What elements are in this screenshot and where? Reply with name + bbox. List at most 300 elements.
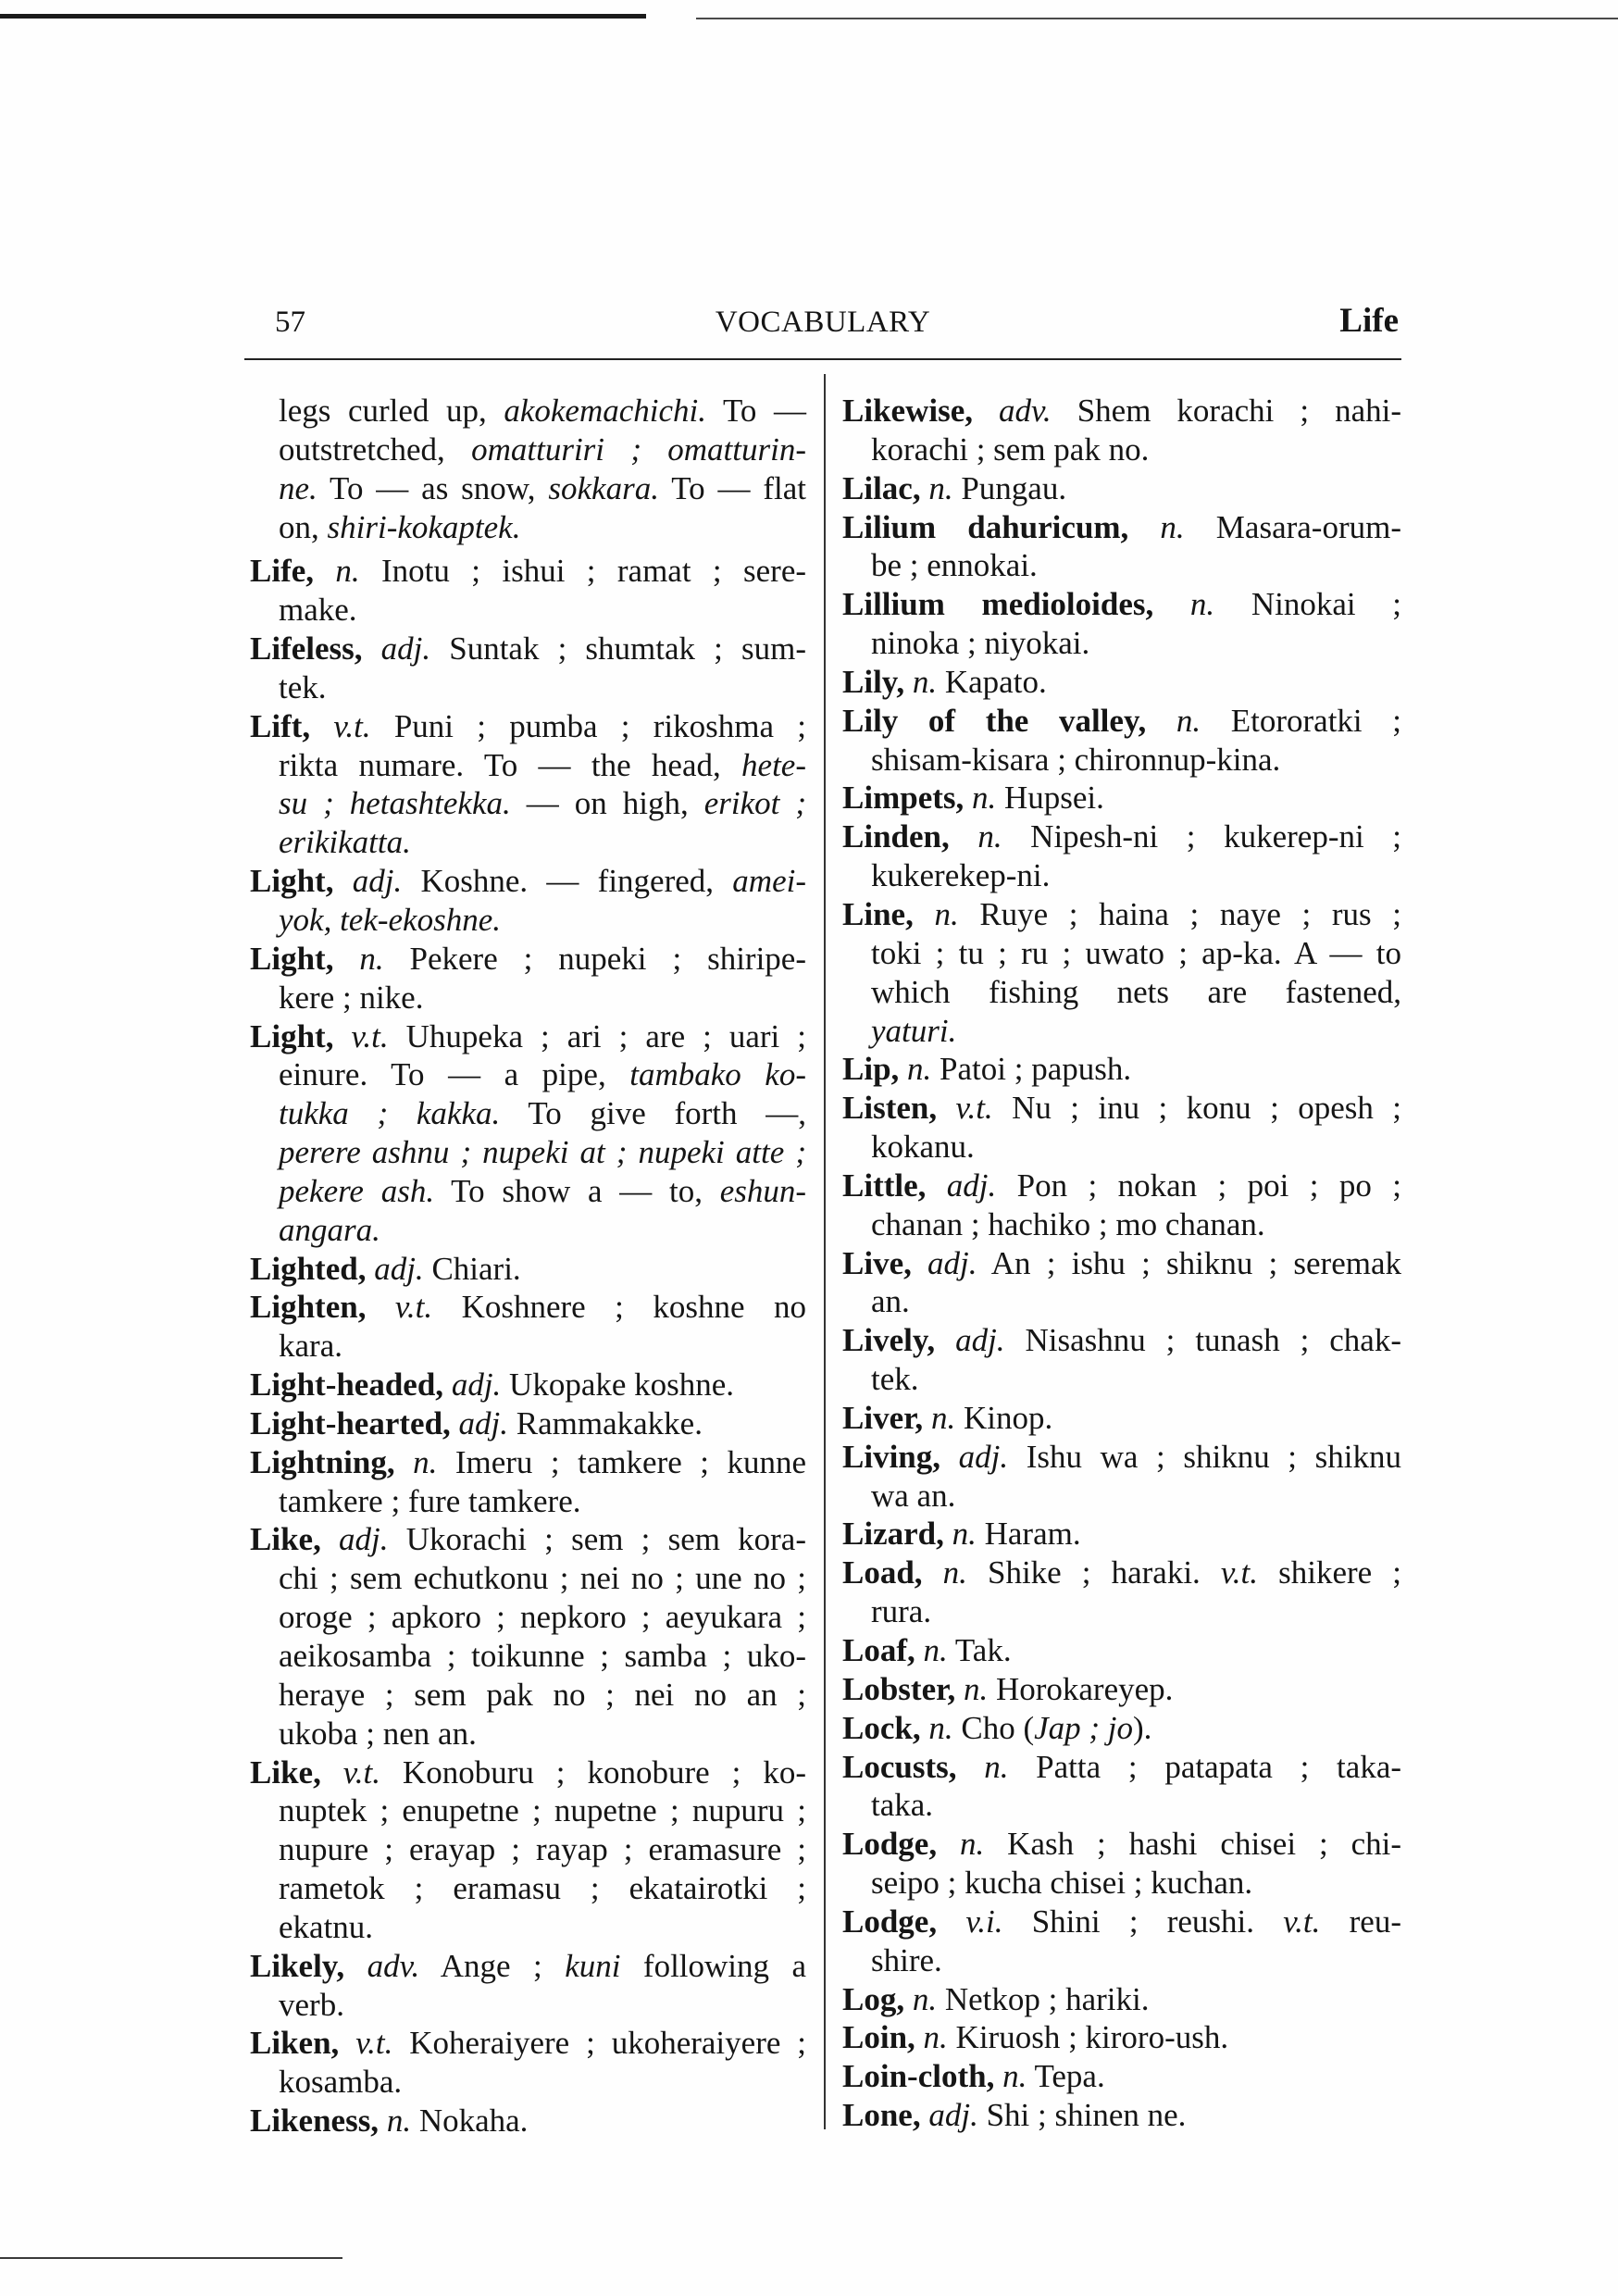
dictionary-entry [842,663,1401,702]
part-of-speech: n. [1128,508,1185,545]
dictionary-entry [842,1554,1401,1631]
line-text [250,1251,521,1287]
entry-line [279,1830,806,1869]
dictionary-entry [250,1288,806,1366]
running-title: VOCABULARY [715,306,931,339]
part-of-speech: n. [899,1051,932,1088]
entry-line [279,1791,806,1830]
definition-text: Hupsei. [996,780,1104,817]
entry-line [842,779,1401,817]
definition-text: Pungau. [952,469,1067,506]
definition-text: korachi ; sem pak no. [871,430,1150,468]
line-text [871,1283,910,1319]
headword: Living, [842,1438,941,1475]
dictionary-entry [250,2024,806,2102]
dictionary-entry [250,1017,806,1250]
entry-line [279,392,806,430]
entry-line [279,1986,806,2025]
part-of-speech: n. [920,469,953,506]
dictionary-entry [842,1670,1401,1709]
line-text [250,863,806,899]
dictionary-entry [250,630,806,707]
line-text [279,747,806,783]
entry-line [279,1172,806,1211]
entry-line [842,1748,1401,1787]
headword: Light-hearted, [250,1404,451,1441]
dictionary-entry [842,1748,1401,1826]
definition-text: Suntak ; shumtak ; sum- [430,630,806,668]
part-of-speech: v.t. [366,1289,433,1326]
entry-line [279,668,806,707]
line-text [871,1361,919,1397]
definition-text: Konoburu ; konobure ; ko- [380,1753,806,1791]
dictionary-entry [250,1753,806,1947]
definition-text: taka. [871,1787,934,1824]
part-of-speech: v.t. [320,1753,380,1791]
part-of-speech: n. [1146,702,1201,739]
line-text [842,470,1066,506]
entry-line [842,508,1401,547]
headword: Live, [842,1244,912,1281]
italic-term: Jap ; jo [1034,1709,1134,1746]
line-text [871,974,1401,1010]
definition-text: Kapato. [937,663,1047,700]
line-text [842,1322,1401,1358]
part-of-speech: n. [904,1980,938,2017]
entry-line [279,2063,806,2102]
entry-line [279,508,806,547]
headword: Lightning, [250,1443,395,1480]
line-text [842,1749,1401,1785]
entry-line [842,1050,1401,1089]
definition-text: Rammakakke. [508,1404,703,1441]
entry-line [279,1327,806,1366]
line-text [871,1865,1252,1901]
part-of-speech: adj. [362,630,431,668]
entry-line [871,1205,1401,1244]
entry-line [871,1282,1401,1321]
definition-text: Nu ; inu ; konu ; opesh ; [992,1090,1401,1127]
definition-text: rikta numare. To — the head, [279,746,742,783]
line-text [250,941,806,977]
headword: Limpets, [842,780,965,817]
entry-line [250,707,806,746]
dictionary-entry [842,817,1401,895]
definition-text: Koshne. — fingered, [402,863,733,900]
headword: Likeness, [250,2103,380,2140]
headword: Lift, [250,707,311,744]
definition-text: shisam-kisara ; chironnup-kina. [871,741,1281,778]
line-text [279,393,806,429]
entry-line [250,940,806,979]
definition-text: kere ; nike. [279,979,424,1016]
italic-term: ne. [279,469,317,506]
right-column [842,392,1401,2135]
line-text [279,1716,477,1752]
dictionary-entry [842,779,1401,817]
entry-line [842,1554,1401,1592]
line-text [871,935,1401,971]
line-text [279,902,501,938]
definition-text: — on high, [510,785,704,822]
entry-line [842,392,1401,430]
line-text [279,1212,380,1248]
definition-text: seipo ; kucha chisei ; kuchan. [871,1865,1253,1902]
definition-text: Nokaha. [411,2103,529,2140]
definition-text: wa an. [871,1477,956,1514]
entry-line [250,862,806,901]
definition-text: einure. To — a pipe, [279,1056,630,1093]
entry-line [871,430,1401,469]
definition-text: Koheraiyere ; ukoheraiyere ; [392,2025,806,2062]
part-of-speech: n. [394,1443,438,1480]
entry-line [250,630,806,668]
definition-text: Ukopake koshne. [501,1366,735,1404]
entry-line [842,1631,1401,1670]
line-text [250,1948,806,1984]
part-of-speech: v.t. [333,1017,389,1054]
line-text [871,1478,955,1514]
entry-line [871,546,1401,585]
headword: Locusts, [842,1748,957,1785]
headword: Like, [250,1521,321,1558]
italic-term: hete- [741,746,806,783]
part-of-speech: n. [994,2058,1027,2095]
definition-text: shire. [871,1941,942,1978]
headword: Lighten, [250,1289,367,1326]
line-text [871,1206,1265,1242]
line-text [842,1516,1081,1552]
line-text [871,431,1149,468]
line-text [250,1521,806,1557]
definition-text: Ukorachi ; sem ; sem kora- [388,1521,806,1558]
line-text [250,1366,734,1403]
line-text [250,1289,806,1325]
definition-text: on, [279,508,328,545]
definition-text: an. [871,1283,910,1320]
part-of-speech: adj. [443,1366,502,1404]
headword: Liver, [842,1399,924,1436]
line-text [842,2019,1228,2055]
entry-line [842,469,1401,508]
entry-line [871,973,1401,1012]
italic-term: v.t. [1220,1554,1259,1591]
entry-line [842,663,1401,702]
italic-term: tambako ko- [629,1056,806,1093]
line-text [842,1554,1401,1591]
part-of-speech: n. [1153,586,1215,623]
line-text [279,1095,806,1131]
definition-text: ninoka ; niyokai. [871,625,1090,662]
part-of-speech: n. [955,1670,989,1707]
line-text [279,1560,806,1596]
entry-line [842,1709,1401,1748]
definition-text: reu- [1320,1903,1401,1940]
definition-text: Patoi ; papush. [931,1051,1132,1088]
definition-text: Shi ; shinen ne. [977,2097,1187,2134]
continued-entry [250,392,806,546]
entry-line [871,1128,1401,1167]
headword: Like, [250,1753,321,1791]
entry-line [250,1443,806,1482]
definition-text: Shem korachi ; nahi- [1051,393,1402,429]
headword: Loin, [842,2019,915,2056]
dictionary-entry [842,1631,1401,1670]
italic-term: angara. [279,1211,380,1248]
entry-line [842,1244,1401,1283]
headword: Load, [842,1554,923,1591]
headword: Lily, [842,663,905,700]
entry-line [250,552,806,591]
line-text [842,1439,1401,1475]
definition-text: shikere ; [1258,1554,1402,1591]
line-text [842,586,1401,622]
entry-line [279,1211,806,1250]
part-of-speech: adj. [320,1521,389,1558]
definition-text: rametok ; eramasu ; ekatairotki ; [279,1870,806,1907]
italic-term: shiri-kokaptek. [327,508,521,545]
line-text [279,1987,344,2023]
definition-text: kukerekep-ni. [871,857,1051,894]
definition-text: Kash ; hashi chisei ; chi- [984,1826,1402,1863]
line-text [842,2097,1186,2133]
line-text [842,896,1401,932]
line-text [279,1909,373,1945]
line-text [279,509,520,545]
line-text [250,1754,806,1791]
definition-text: To — flat [658,469,806,506]
definition-text: Pon ; nokan ; poi ; po ; [996,1167,1401,1204]
entry-line [279,1482,806,1521]
entry-line [842,2018,1401,2057]
line-text [279,1173,806,1209]
definition-text: nupure ; erayap ; rayap ; eramasure ; [279,1831,806,1868]
dictionary-entry [842,1438,1401,1516]
definition-text: Horokareyep. [988,1670,1174,1707]
line-text [871,1129,975,1165]
entry-line [842,895,1401,934]
definition-text: tek. [279,668,327,705]
part-of-speech: adj. [920,2097,978,2134]
entry-line [279,784,806,823]
dictionary-entry [250,1366,806,1404]
definition-text: Ruye ; haina ; naye ; rus ; [958,895,1402,932]
part-of-speech: adv. [344,1947,420,1984]
line-text [871,625,1089,661]
entry-line [842,1438,1401,1477]
dictionary-entry [842,702,1401,780]
line-text [250,1018,806,1054]
dictionary-entry [250,2102,806,2140]
italic-term: yok, tek-ekoshne. [279,901,501,938]
dictionary-entry [842,1980,1401,2019]
definition-text: To give forth —, [500,1095,806,1132]
entry-line [871,1477,1401,1516]
entry-line [842,1515,1401,1554]
part-of-speech: v.i. [937,1903,1003,1940]
definition-text: make. [279,592,357,629]
line-text [250,2103,528,2139]
dictionary-entry [250,552,806,630]
entry-line [279,469,806,508]
definition-text: Uhupeka ; ari ; are ; uari ; [388,1017,806,1054]
line-text [279,592,357,628]
scan-edge-line [0,14,646,19]
italic-term: tukka ; kakka. [279,1095,501,1132]
part-of-speech: v.t. [339,2025,393,2062]
definition-text: Cho ( [952,1709,1035,1746]
dictionary-entry [842,1515,1401,1554]
line-text [871,1013,956,1049]
part-of-speech: n. [922,1554,967,1591]
definition-text: kosamba. [279,2064,403,2101]
dictionary-entry [842,1089,1401,1167]
dictionary-entry [250,707,806,862]
line-text [279,2064,402,2100]
line-text [842,1826,1401,1862]
dictionary-entry [842,2057,1401,2096]
headword: Lilac, [842,469,921,506]
line-text [250,1444,806,1480]
entry-line [250,1288,806,1327]
entry-line [279,1869,806,1908]
line-text [250,553,806,589]
definition-text: Patta ; patapata ; taka- [1008,1748,1402,1785]
line-text [250,630,806,667]
dictionary-entry [250,1250,806,1289]
headword: Lodge, [842,1826,938,1863]
entry-line [871,741,1401,780]
headword: Light, [250,940,334,977]
definition-text: ekatnu. [279,1908,374,1945]
part-of-speech: n. [915,1632,948,1668]
definition-text: To — as snow, [317,469,549,506]
entry-line [871,934,1401,973]
italic-term: kuni [565,1947,621,1984]
part-of-speech: adj. [450,1404,509,1441]
definition-text: aeikosamba ; toikunne ; samba ; uko- [279,1638,806,1674]
line-text [842,1981,1150,2017]
entry-line [842,1825,1401,1864]
headword: Linden, [842,818,950,855]
line-text [871,1593,931,1629]
line-text [871,1942,942,1978]
entry-line [250,1753,806,1792]
italic-term: pekere ash. [279,1172,435,1209]
line-text [871,742,1280,778]
part-of-speech: v.t. [310,707,371,744]
part-of-speech: adj. [911,1244,977,1281]
part-of-speech: adj. [935,1322,1005,1359]
part-of-speech: n. [915,2019,948,2056]
dictionary-entry [842,1050,1401,1089]
scan-edge-line [696,18,1618,19]
headword: Life, [250,553,315,590]
italic-term: su ; hetashtekka. [279,785,511,822]
entry-line [279,1908,806,1947]
line-text [871,1787,933,1823]
italic-term: amei- [732,863,806,900]
italic-term: erikot ; [703,785,806,822]
part-of-speech: n. [920,1709,953,1746]
headword: Lively, [842,1322,936,1359]
definition-text: Tepa. [1027,2058,1105,2095]
part-of-speech: n. [949,818,1002,855]
entry-line [250,1404,806,1443]
definition-text: kara. [279,1328,342,1365]
dictionary-entry [842,1709,1401,1748]
line-text [279,1638,806,1674]
line-text [842,818,1401,855]
part-of-speech: v.t. [937,1090,993,1127]
line-text [842,393,1401,429]
headword: Log, [842,1980,905,2017]
entry-line [279,1715,806,1753]
headword: Likewise, [842,393,973,429]
line-text [842,1051,1131,1087]
headword: Lighted, [250,1250,367,1287]
definition-text: Inotu ; ishui ; ramat ; sere- [359,553,807,590]
entry-line [871,1864,1401,1903]
line-text [842,1090,1401,1126]
dictionary-entry [842,895,1401,1050]
definition-text: Netkop ; hariki. [937,1980,1150,2017]
definition-text: tek. [871,1361,919,1398]
entry-line [871,1941,1401,1980]
line-text [279,1056,806,1092]
guide-word: Life [1339,302,1399,340]
line-text [871,857,1050,893]
part-of-speech: n. [956,1748,1009,1785]
part-of-speech: n. [904,663,938,700]
definition-text: Pekere ; nupeki ; shiripe- [383,940,806,977]
definition-text: Masara-orum- [1184,508,1401,545]
definition-text: Nipesh-ni ; kukerep-ni ; [1002,818,1402,855]
entry-line [250,1017,806,1056]
entry-line [842,1321,1401,1360]
line-text [842,664,1047,700]
part-of-speech: adj. [366,1250,424,1287]
dictionary-entry [250,1947,806,2025]
definition-text: To — [706,393,807,429]
definition-text: Puni ; pumba ; rikoshma ; [370,707,806,744]
dictionary-entry [842,2018,1401,2057]
entry-line [279,1598,806,1637]
definition-text: Haram. [976,1516,1081,1553]
entry-line [279,1133,806,1172]
definition-text: which fishing nets are fastened, [871,973,1401,1010]
part-of-speech: adj. [940,1438,1009,1475]
headword: Loin-cloth, [842,2058,995,2095]
entry-line [842,1399,1401,1438]
entry-line [842,817,1401,856]
line-text [842,1245,1401,1281]
headword: Lip, [842,1051,900,1088]
line-text [279,980,423,1016]
headword: Light, [250,1017,334,1054]
definition-text: following a [620,1947,807,1984]
headword: Loaf, [842,1632,915,1668]
dictionary-entry [842,1321,1401,1399]
entry-line [279,1055,806,1094]
part-of-speech: n. [379,2103,412,2140]
headword: Lily of the valley, [842,702,1147,739]
entry-line [279,1094,806,1133]
entry-line [842,1089,1401,1128]
part-of-speech: adj. [926,1167,997,1204]
entry-line [279,1676,806,1715]
dictionary-entry [842,469,1401,508]
